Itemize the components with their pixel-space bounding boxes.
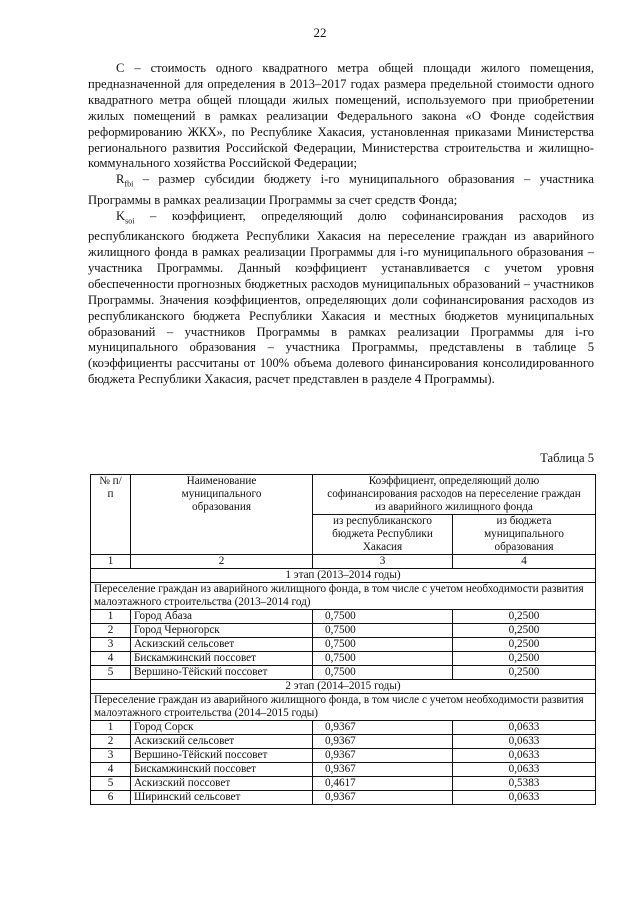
municipal-coefficient: 0,2500 — [453, 624, 596, 638]
table-row — [91, 624, 596, 638]
stage-row — [91, 569, 596, 583]
municipality-name: Город Абаза — [131, 610, 313, 624]
republican-coefficient: 0,7500 — [313, 652, 453, 666]
paragraph-r-text: – размер субсидии бюджету i-го муниципального образования – участника Программы в рамках реализации Программы за счет средств Фонда; — [88, 172, 594, 207]
republican-coefficient: 0,9367 — [313, 735, 453, 749]
section-row — [91, 583, 596, 610]
republican-coefficient: 0,7500 — [313, 666, 453, 680]
row-number: 4 — [91, 763, 131, 777]
republican-coefficient: 0,7500 — [313, 638, 453, 652]
row-number: 4 — [91, 652, 131, 666]
republican-coefficient: 0,9367 — [313, 721, 453, 735]
page-number: 22 — [313, 25, 327, 40]
municipality-name: Аскизский сельсовет — [131, 735, 313, 749]
stage-title: 1 этап (2013–2014 годы) — [91, 569, 596, 583]
column-numbers-row — [91, 555, 596, 569]
table-row — [91, 638, 596, 652]
municipal-coefficient: 0,2500 — [453, 666, 596, 680]
municipal-coefficient: 0,5383 — [453, 777, 596, 791]
coefficient-table — [90, 474, 596, 805]
republican-coefficient: 0,9367 — [313, 763, 453, 777]
table-row — [91, 791, 596, 805]
paragraph-r-definition — [88, 172, 594, 208]
municipality-name: Город Черногорск — [131, 624, 313, 638]
symbol-r-subscript: fbi — [124, 179, 134, 189]
table-row — [91, 721, 596, 735]
municipality-name: Бискамжинский поссовет — [131, 763, 313, 777]
municipal-coefficient: 0,0633 — [453, 749, 596, 763]
republican-coefficient: 0,9367 — [313, 749, 453, 763]
table-row — [91, 610, 596, 624]
table-row — [91, 666, 596, 680]
header-republican-budget: из республиканского бюджета Республики Хакасия — [313, 515, 453, 555]
row-number: 2 — [91, 735, 131, 749]
row-number: 5 — [91, 777, 131, 791]
municipality-name: Вершино-Тёйский поссовет — [131, 666, 313, 680]
municipality-name: Аскизский сельсовет — [131, 638, 313, 652]
header-num: № п/п — [91, 475, 131, 555]
header-name: Наименование муниципального образования — [131, 475, 313, 555]
section-title: Переселение граждан из аварийного жилищного фонда, в том числе с учетом необходимости развития малоэтажного строительства (2013–2014 год) — [91, 583, 596, 610]
table-row — [91, 763, 596, 777]
table-row — [91, 749, 596, 763]
row-number: 3 — [91, 638, 131, 652]
municipal-coefficient: 0,2500 — [453, 610, 596, 624]
header-municipal-budget: из бюджета муниципального образования — [453, 515, 596, 555]
municipality-name: Вершино-Тёйский поссовет — [131, 749, 313, 763]
header-coefficient: Коэффициент, определяющий долю софинансирования расходов на переселение граждан из аварийного жилищного фонда — [313, 475, 596, 515]
municipality-name: Аскизский поссовет — [131, 777, 313, 791]
section-row — [91, 694, 596, 721]
row-number: 6 — [91, 791, 131, 805]
row-number: 5 — [91, 666, 131, 680]
municipal-coefficient: 0,0633 — [453, 763, 596, 777]
republican-coefficient: 0,7500 — [313, 624, 453, 638]
municipal-coefficient: 0,0633 — [453, 791, 596, 805]
municipality-name: Город Сорск — [131, 721, 313, 735]
municipal-coefficient: 0,2500 — [453, 652, 596, 666]
column-number: 1 — [91, 555, 131, 569]
municipality-name: Ширинский сельсовет — [131, 791, 313, 805]
stage-row — [91, 680, 596, 694]
symbol-r: R — [116, 172, 125, 187]
body-text — [88, 61, 594, 388]
table-row — [91, 777, 596, 791]
row-number: 1 — [91, 610, 131, 624]
republican-coefficient: 0,4617 — [313, 777, 453, 791]
symbol-k: K — [116, 208, 126, 223]
table-row — [91, 735, 596, 749]
column-number: 3 — [313, 555, 453, 569]
municipal-coefficient: 0,2500 — [453, 638, 596, 652]
paragraph-k-text: – коэффициент, определяющий долю софинансирования расходов из республиканского бюджета Республики Хакасия на переселение граждан из аварийного жилищного фонда в рамках реализации Программы для i-го муниципального образования – участника Программы. Данный коэффициент устанавливается с учетом уровня обеспеченности прогнозных бюджетных расходов муниципальных образований – участников Программы. Значения коэффициентов, определяющих доли софинансирования расходов из республиканского бюджета Республики Хакасия и местных бюджетов муниципальных образований – участников Программы в рамках реализации Программы для i-го муниципального образования – участника Программы, представлены в таблице 5 (коэффициенты рассчитаны от 100% объема долевого финансирования консолидированного бюджета Республики Хакасия, расчет представлен в разделе 4 Программы). — [88, 208, 594, 387]
municipal-coefficient: 0,0633 — [453, 735, 596, 749]
municipality-name: Бискамжинский поссовет — [131, 652, 313, 666]
paragraph-k-definition — [88, 209, 594, 388]
column-number: 4 — [453, 555, 596, 569]
table-caption: Таблица 5 — [540, 451, 594, 465]
column-number: 2 — [131, 555, 313, 569]
republican-coefficient: 0,9367 — [313, 791, 453, 805]
row-number: 3 — [91, 749, 131, 763]
republican-coefficient: 0,7500 — [313, 610, 453, 624]
row-number: 2 — [91, 624, 131, 638]
section-title: Переселение граждан из аварийного жилищного фонда, в том числе с учетом необходимости развития малоэтажного строительства (2014–2015 годы) — [91, 694, 596, 721]
symbol-k-subscript: soi — [125, 216, 135, 226]
municipal-coefficient: 0,0633 — [453, 721, 596, 735]
paragraph-c-definition: С – стоимость одного квадратного метра общей площади жилого помещения, предназначенной для определения в 2013–2017 годах размера предельной стоимости одного квадратного метра общей площади жилых помещений, используемого при приобретении жилых помещений в рамках реализации Федерального закона «О Фонде содействия реформированию ЖКХ», по Республике Хакасия, установленная приказами Министерства регионального развития Российской Федерации, Министерства строительства и жилищно-коммунального хозяйства Российской Федерации; — [88, 61, 594, 171]
stage-title: 2 этап (2014–2015 годы) — [91, 680, 596, 694]
table-row — [91, 652, 596, 666]
row-number: 1 — [91, 721, 131, 735]
